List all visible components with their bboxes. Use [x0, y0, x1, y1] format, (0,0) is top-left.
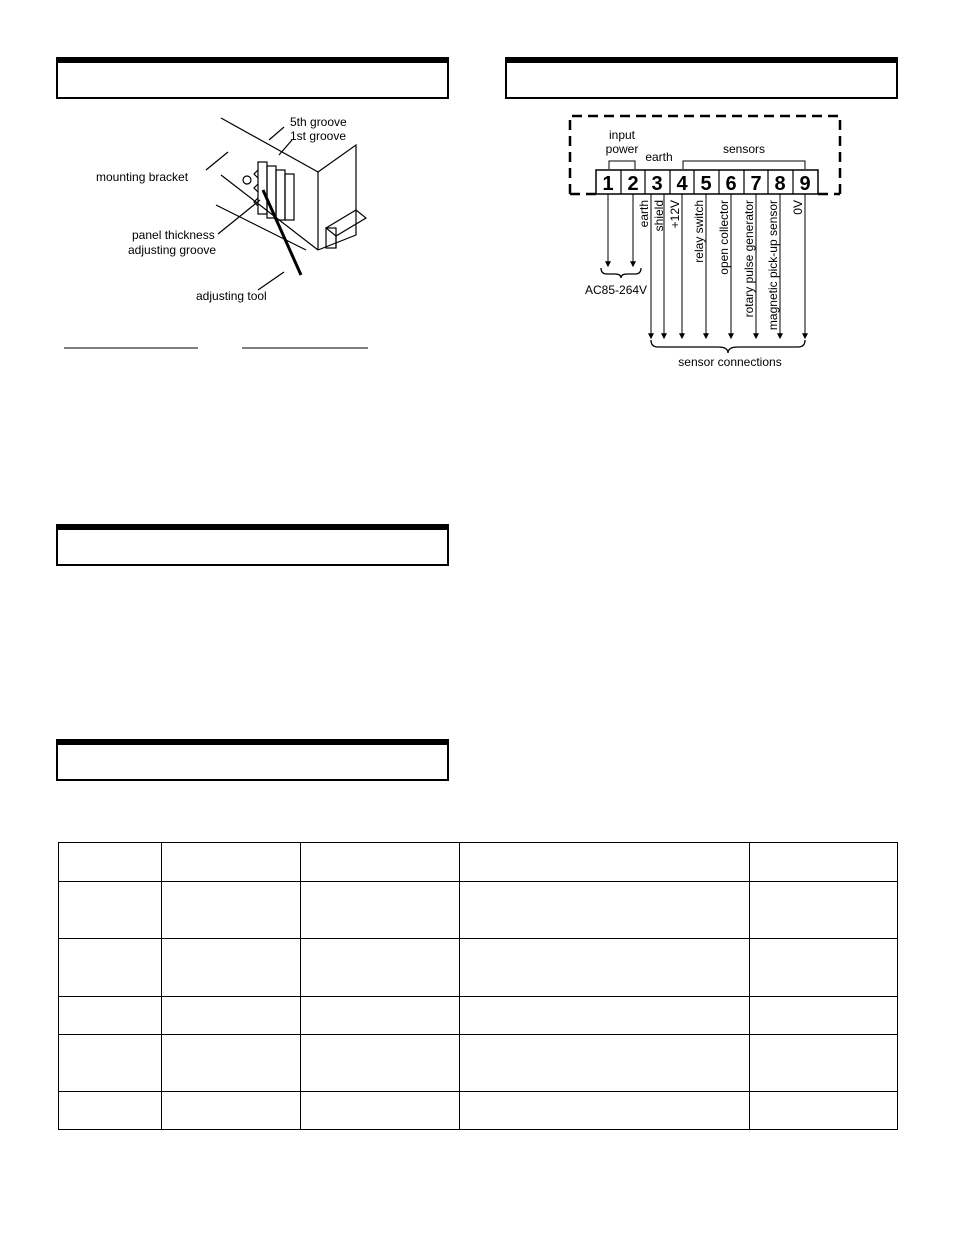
spec-table [58, 842, 898, 1130]
table-cell [301, 997, 460, 1035]
table-cell [301, 1092, 460, 1130]
terminal-3: 3 [651, 173, 663, 195]
table-cell [460, 1035, 750, 1092]
label-earth-group: earth [645, 150, 673, 164]
table-cell [162, 997, 301, 1035]
label-fifth-groove: 5th groove [290, 115, 347, 129]
table-cell [750, 1035, 898, 1092]
label-adjusting-tool: adjusting tool [196, 289, 267, 303]
table-cell [460, 882, 750, 939]
table-cell [59, 882, 162, 939]
table-cell [162, 843, 301, 882]
label-0v: 0V [791, 200, 805, 215]
label-12v: +12V [668, 200, 682, 229]
table-cell [750, 997, 898, 1035]
table-cell [750, 882, 898, 939]
label-earth: earth [637, 200, 651, 228]
table-cell [59, 1035, 162, 1092]
table-cell [301, 1035, 460, 1092]
label-mounting-bracket: mounting bracket [96, 170, 189, 184]
label-magnetic-pickup-sensor: magnetic pick-up sensor [766, 200, 780, 331]
label-shield: shield [652, 200, 666, 232]
label-power: power [605, 142, 639, 156]
terminal-1: 1 [602, 173, 614, 195]
terminal-6: 6 [725, 173, 737, 195]
label-ac-power: AC85-264V [585, 283, 648, 297]
label-sensors: sensors [722, 142, 766, 156]
table-cell [301, 882, 460, 939]
label-sensor-connections: sensor connections [678, 355, 782, 369]
table-cell [162, 882, 301, 939]
terminal-7: 7 [750, 173, 762, 195]
middle-section-header [56, 524, 449, 566]
table-cell [301, 843, 460, 882]
table-cell [162, 1092, 301, 1130]
table-cell [162, 1035, 301, 1092]
table-cell [162, 939, 301, 997]
table-cell [460, 939, 750, 997]
table-cell [59, 1092, 162, 1130]
label-rotary-pulse-generator: rotary pulse generator [742, 200, 756, 318]
terminal-8: 8 [774, 173, 786, 195]
wiring-section-header [505, 57, 898, 99]
mounting-section-header [56, 57, 449, 99]
lower-section-header [56, 739, 449, 781]
table-cell [460, 843, 750, 882]
table-cell [750, 843, 898, 882]
terminal-2: 2 [627, 173, 639, 195]
label-input: input [608, 128, 636, 142]
label-panel-thickness-1: panel thickness [132, 228, 215, 242]
table-row [59, 939, 898, 997]
label-open-collector: open collector [717, 200, 731, 275]
table-cell [750, 1092, 898, 1130]
label-panel-thickness-2: adjusting groove [128, 243, 217, 257]
mounting-bracket-figure [56, 100, 456, 360]
wiring-diagram [560, 108, 860, 378]
table-cell [750, 939, 898, 997]
label-first-groove: 1st groove [290, 129, 347, 143]
table-row [59, 882, 898, 939]
terminal-5: 5 [700, 173, 712, 195]
table-cell [59, 843, 162, 882]
table-row [59, 1035, 898, 1092]
table-row [59, 1092, 898, 1130]
table-cell [59, 997, 162, 1035]
terminal-4: 4 [676, 173, 688, 195]
table-cell [59, 939, 162, 997]
label-relay-switch: relay switch [692, 200, 706, 263]
terminal-9: 9 [799, 173, 811, 195]
table-cell [301, 939, 460, 997]
table-cell [460, 997, 750, 1035]
table-row [59, 843, 898, 882]
table-row [59, 997, 898, 1035]
table-cell [460, 1092, 750, 1130]
